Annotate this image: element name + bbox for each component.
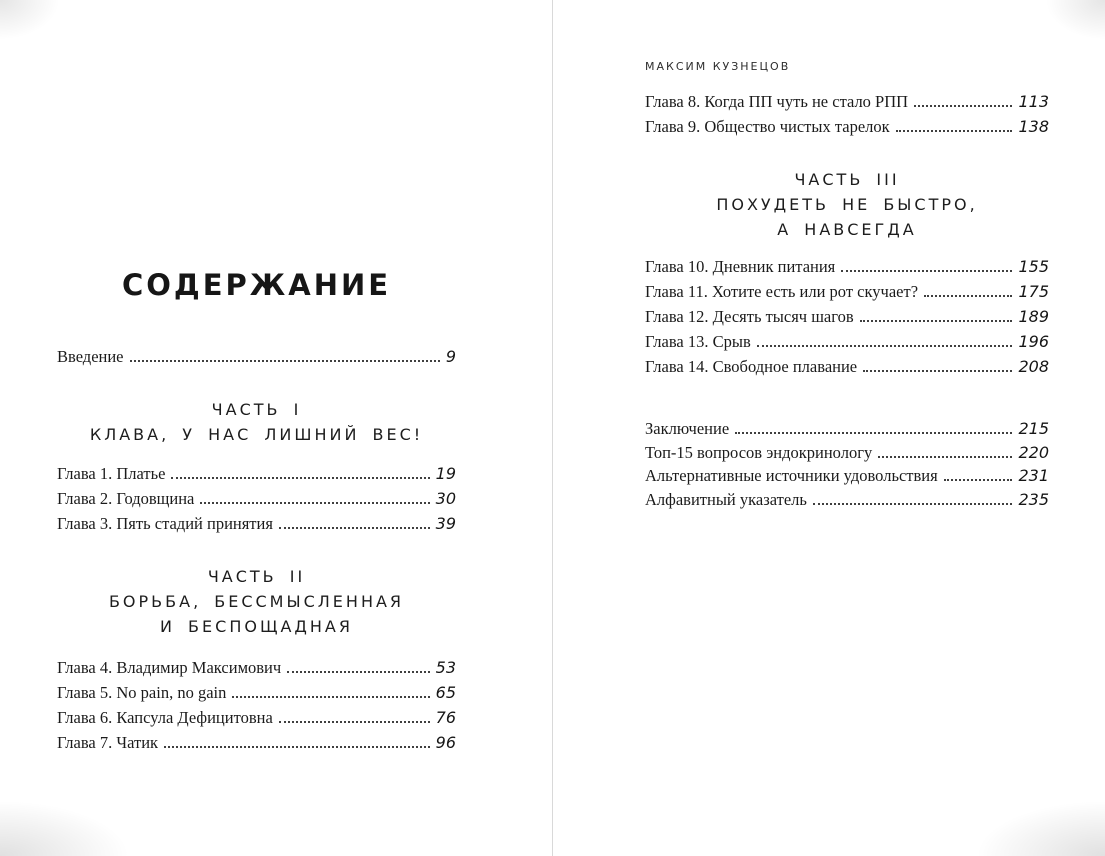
dot-leader (200, 502, 429, 504)
toc-entry-intro (57, 344, 456, 369)
part2-heading-line1: ЧАСТЬ II (207, 567, 306, 586)
toc-entry-page: 189 (1018, 307, 1049, 326)
toc-entry-page: 215 (1018, 419, 1049, 438)
part2-entries (57, 655, 456, 755)
toc-entry-title: Альтернативные источники удовольствия (645, 466, 938, 485)
toc-entry-page: 76 (435, 708, 456, 727)
page-edge-shadow (965, 796, 1105, 856)
toc-entry-title: Глава 12. Десять тысяч шагов (645, 307, 854, 326)
toc-entry (645, 89, 1049, 114)
running-header: МАКСИМ КУЗНЕЦОВ (645, 60, 791, 73)
page-edge-shadow (1045, 0, 1105, 40)
dot-leader (279, 721, 430, 723)
toc-entry-title: Топ-15 вопросов эндокринологу (645, 442, 873, 462)
toc-entry-title: Глава 10. Дневник питания (645, 257, 836, 276)
toc-entry-page: 231 (1018, 466, 1049, 485)
dot-leader (171, 477, 429, 479)
toc-entry (57, 655, 456, 680)
toc-entry-page: 155 (1018, 257, 1049, 276)
dot-leader (757, 345, 1013, 347)
toc-entry-title: Глава 5. No pain, no gain (57, 683, 227, 702)
toc-entry (645, 279, 1049, 304)
toc-entry-page: 9 (445, 347, 456, 366)
toc-entry (57, 705, 456, 730)
dot-leader (878, 456, 1012, 458)
part1-heading-line2: КЛАВА, У НАС ЛИШНИЙ ВЕС! (89, 425, 424, 444)
dot-leader (735, 432, 1012, 434)
toc-entry (645, 254, 1049, 279)
dot-leader (164, 746, 430, 748)
right-page (645, 0, 1049, 511)
part1-entries (57, 461, 456, 536)
dot-leader (863, 370, 1012, 372)
toc-entry-page: 138 (1018, 117, 1049, 136)
part1-heading (57, 397, 456, 447)
page-edge-shadow (0, 796, 140, 856)
toc-entry-page: 30 (435, 489, 456, 508)
toc-entry-title: Глава 4. Владимир Максимович (57, 658, 282, 677)
part2-heading (57, 564, 456, 639)
part2-heading-line2: БОРЬБА, БЕССМЫСЛЕННАЯ (108, 592, 405, 611)
toc-entry-page: 96 (435, 733, 456, 752)
toc-entry-title: Заключение (645, 419, 730, 438)
toc-entry (57, 511, 456, 536)
toc-entry (57, 730, 456, 755)
toc-entry-title: Глава 14. Свободное плавание (645, 357, 858, 376)
toc-entry-page: 113 (1018, 92, 1049, 111)
dot-leader (287, 671, 429, 673)
toc-entry (57, 461, 456, 486)
toc-entry (645, 354, 1049, 379)
part3-heading-line2: ПОХУДЕТЬ НЕ БЫСТРО, (716, 195, 978, 214)
contents-title: СОДЕРЖАНИЕ (121, 268, 392, 302)
toc-entry (645, 464, 1049, 488)
page-edge-shadow (0, 0, 60, 40)
dot-leader (914, 105, 1012, 107)
toc-entry-page: 196 (1018, 332, 1049, 351)
part3-heading-line1: ЧАСТЬ III (794, 170, 900, 189)
dot-leader (860, 320, 1013, 322)
toc-entry-page: 65 (435, 683, 456, 702)
dot-leader (130, 360, 440, 362)
toc-entry-page: 53 (435, 658, 456, 677)
dot-leader (841, 270, 1012, 272)
top-entries (645, 89, 1049, 139)
left-page (57, 0, 456, 755)
toc-entry-page: 19 (435, 464, 456, 483)
toc-entry-title: Глава 2. Годовщина (57, 489, 195, 508)
toc-entry-title: Глава 6. Капсула Дефицитовна (57, 708, 273, 727)
part3-heading-line3: А НАВСЕГДА (777, 220, 917, 239)
toc-entry-title: Глава 1. Платье (57, 464, 166, 483)
toc-entry (645, 488, 1049, 512)
dot-leader (813, 503, 1013, 505)
toc-entry (645, 441, 1049, 465)
toc-entry-title: Введение (57, 347, 124, 366)
toc-entry-page: 235 (1018, 489, 1049, 509)
toc-entry-title: Алфавитный указатель (645, 489, 807, 509)
toc-entry (645, 417, 1049, 441)
toc-entry-title: Глава 3. Пять стадий принятия (57, 514, 273, 533)
toc-entry (57, 680, 456, 705)
page-gutter-divider (552, 0, 553, 856)
toc-entry (645, 304, 1049, 329)
toc-entry-page: 175 (1018, 282, 1049, 301)
toc-entry-title: Глава 7. Чатик (57, 733, 159, 752)
toc-entry-title: Глава 11. Хотите есть или рот скучает? (645, 282, 919, 301)
dot-leader (924, 295, 1012, 297)
toc-entry-title: Глава 13. Срыв (645, 332, 751, 351)
dot-leader (944, 479, 1013, 481)
part3-entries (645, 254, 1049, 379)
toc-entry (645, 114, 1049, 139)
toc-entry (645, 329, 1049, 354)
dot-leader (232, 696, 429, 698)
end-entries (645, 417, 1049, 511)
toc-entry-title: Глава 8. Когда ПП чуть не стало РПП (645, 92, 909, 111)
dot-leader (896, 130, 1013, 132)
toc-entry-page: 208 (1018, 357, 1049, 376)
part2-heading-line3: И БЕСПОЩАДНАЯ (160, 617, 353, 636)
toc-entry-title: Глава 9. Общество чистых тарелок (645, 117, 890, 136)
toc-entry (57, 486, 456, 511)
part3-heading (645, 167, 1049, 242)
dot-leader (279, 527, 430, 529)
toc-entry-page: 39 (435, 514, 456, 533)
part1-heading-line1: ЧАСТЬ I (211, 400, 302, 419)
toc-entry-page: 220 (1018, 442, 1049, 462)
